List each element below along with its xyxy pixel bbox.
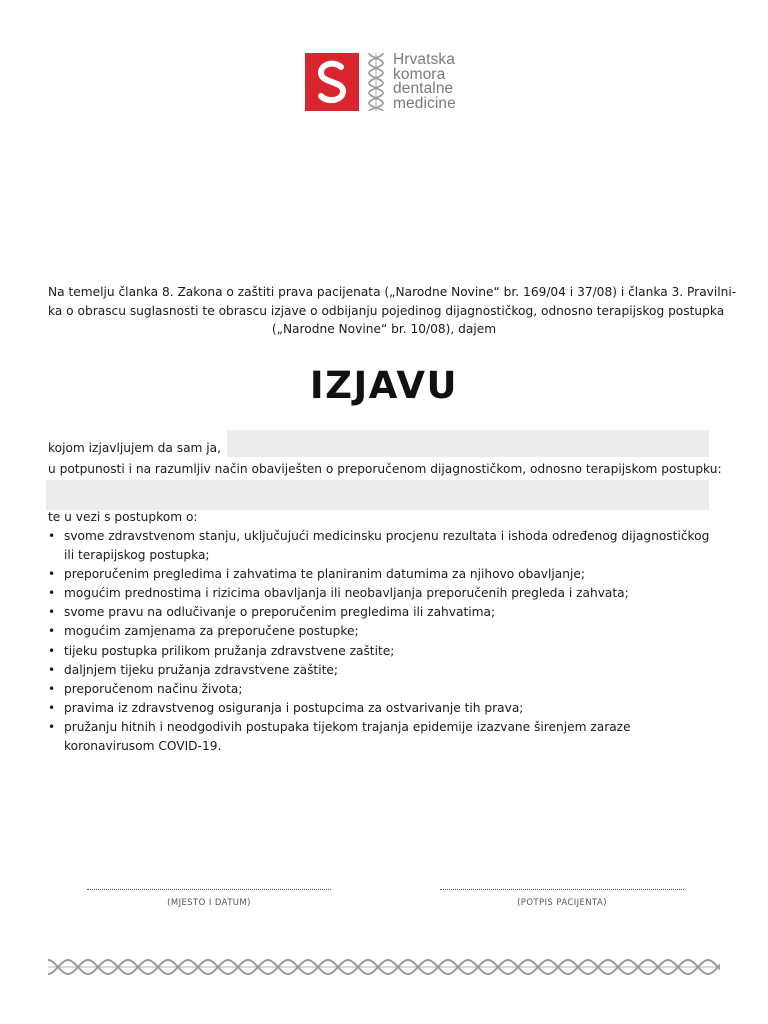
list-item: • mogućim zamjenama za preporučene postupke; — [48, 622, 718, 641]
logo-name-line: dentalne — [393, 80, 454, 98]
declaration-label: kojom izjavljujem da sam ja, — [48, 441, 222, 455]
procedure-intro-label: te u vezi s postupkom o: — [48, 510, 198, 524]
information-list — [48, 527, 718, 756]
procedure-field[interactable] — [46, 480, 709, 510]
place-date-line[interactable] — [87, 889, 331, 890]
intro-line: („Narodne Novine“ br. 10/08), dajem — [271, 322, 497, 337]
logo-name-line: Hrvatska — [393, 51, 455, 68]
logo-name-line: komora — [393, 65, 446, 83]
informed-label: u potpunosti i na razumljiv način obaviješten o preporučenom dijagnostičkom, odnosno terapijskom postupku: — [48, 462, 722, 476]
list-item: • pružanju hitnih i neodgodivih postupaka tijekom trajanja epidemije izazvane širenjem zaraze koronavirusom COVID-19. — [48, 718, 718, 756]
document-title: IZJAVU — [309, 364, 459, 407]
legal-basis-paragraph — [48, 283, 737, 339]
logo-braid-ornament — [365, 53, 387, 111]
list-item: • preporučenom načinu života; — [48, 680, 718, 699]
list-item: • tijeku postupka prilikom pružanja zdravstvene zaštite; — [48, 642, 718, 661]
intro-line: ka o obrascu suglasnosti te obrascu izjave o odbijanju pojedinog dijagnostičkog, odnosno terapijskog postupka — [48, 303, 725, 318]
logo-s-icon — [305, 53, 359, 111]
list-item: • svome zdravstvenom stanju, uključujući medicinsku procjenu rezultata i ishoda određenog dijagnostičkog ili terapijskog postupka; — [48, 527, 718, 565]
list-item: • preporučenim pregledima i zahvatima te planiranim datumima za njihovo obavljanje; — [48, 565, 718, 584]
list-item: • mogućim prednostima i rizicima obavljanja ili neobavljanja preporučenih pregleda i zahvata; — [48, 584, 718, 603]
intro-line: Na temelju članka 8. Zakona o zaštiti prava pacijenata („Narodne Novine“ br. 169/04 i 37/08) i članka 3. Pravilni- — [48, 285, 737, 299]
list-item: • daljnjem tijeku pružanja zdravstvene zaštite; — [48, 661, 718, 680]
logo-name — [393, 53, 456, 111]
hkdm-logo — [305, 53, 475, 113]
logo-mark — [305, 53, 359, 111]
place-date-label: (MJESTO I DATUM) — [167, 898, 251, 908]
list-item: • svome pravu na odlučivanje o preporučenim pregledima ili zahvatima; — [48, 603, 718, 622]
footer-braid-ornament — [48, 956, 720, 978]
logo-name-line: medicine — [393, 94, 456, 112]
patient-signature-line[interactable] — [440, 889, 684, 890]
list-item: • pravima iz zdravstvenog osiguranja i postupcima za ostvarivanje tih prava; — [48, 699, 718, 718]
patient-name-field[interactable] — [227, 430, 709, 457]
patient-signature-label: (POTPIS PACIJENTA) — [517, 898, 607, 908]
